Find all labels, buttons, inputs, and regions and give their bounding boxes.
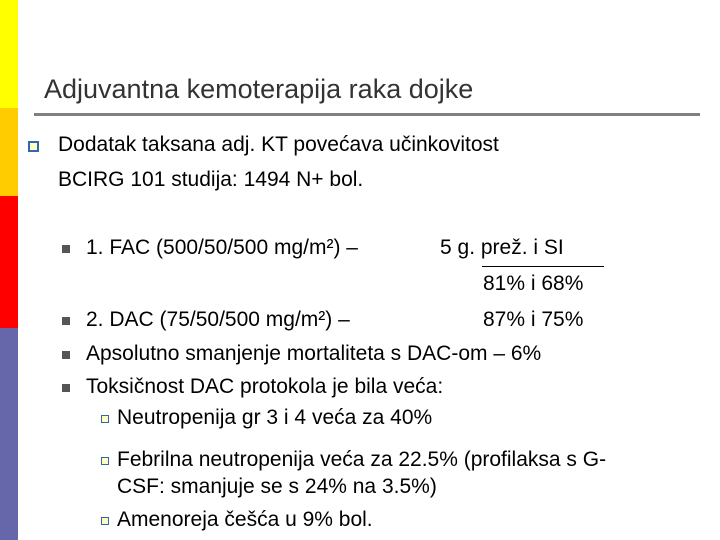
sub-febrile-line1: Febrilna neutropenija veća za 22.5% (profilaksa s G-: [117, 448, 607, 471]
bullet-text-bcirg: BCIRG 101 studija: 1494 N+ bol.: [58, 168, 364, 191]
dark-bullet-icon: [62, 245, 70, 253]
sub-amenorrhea: Amenoreja češća u 9% bol.: [117, 508, 373, 531]
accent-stripe-red: [0, 196, 18, 328]
dac-values: 87% i 75%: [483, 308, 584, 331]
bullet-text-taxane: Dodatak taksana adj. KT povećava učinkovitost: [58, 133, 499, 156]
note-underline: [482, 266, 604, 267]
square-bullet-icon: [101, 517, 109, 525]
dark-bullet-icon: [62, 351, 70, 359]
title-divider: [34, 113, 700, 116]
accent-stripe-purple: [0, 328, 18, 540]
sub-neutropenia: Neutropenija gr 3 i 4 veća za 40%: [117, 406, 433, 429]
toxicity-text: Toksičnost DAC protokola je bila veća:: [86, 375, 444, 398]
fac-label: 1. FAC (500/50/500 mg/m²) –: [86, 236, 358, 259]
fac-note: 5 g. prež. i SI: [440, 236, 564, 259]
dark-bullet-icon: [62, 317, 70, 325]
square-bullet-icon: [28, 141, 39, 152]
square-bullet-icon: [101, 415, 109, 423]
dac-label: 2. DAC (75/50/500 mg/m²) –: [86, 308, 350, 331]
accent-stripe-orange: [0, 108, 18, 196]
accent-stripe-yellow: [0, 0, 18, 108]
square-bullet-icon: [101, 457, 109, 465]
mortality-text: Apsolutno smanjenje mortaliteta s DAC-om – 6%: [86, 342, 542, 365]
dark-bullet-icon: [62, 384, 70, 392]
slide-title: Adjuvantna kemoterapija raka dojke: [44, 74, 474, 104]
sub-febrile-line2: CSF: smanjuje se s 24% na 3.5%): [117, 475, 437, 498]
fac-values: 81% i 68%: [483, 272, 584, 295]
